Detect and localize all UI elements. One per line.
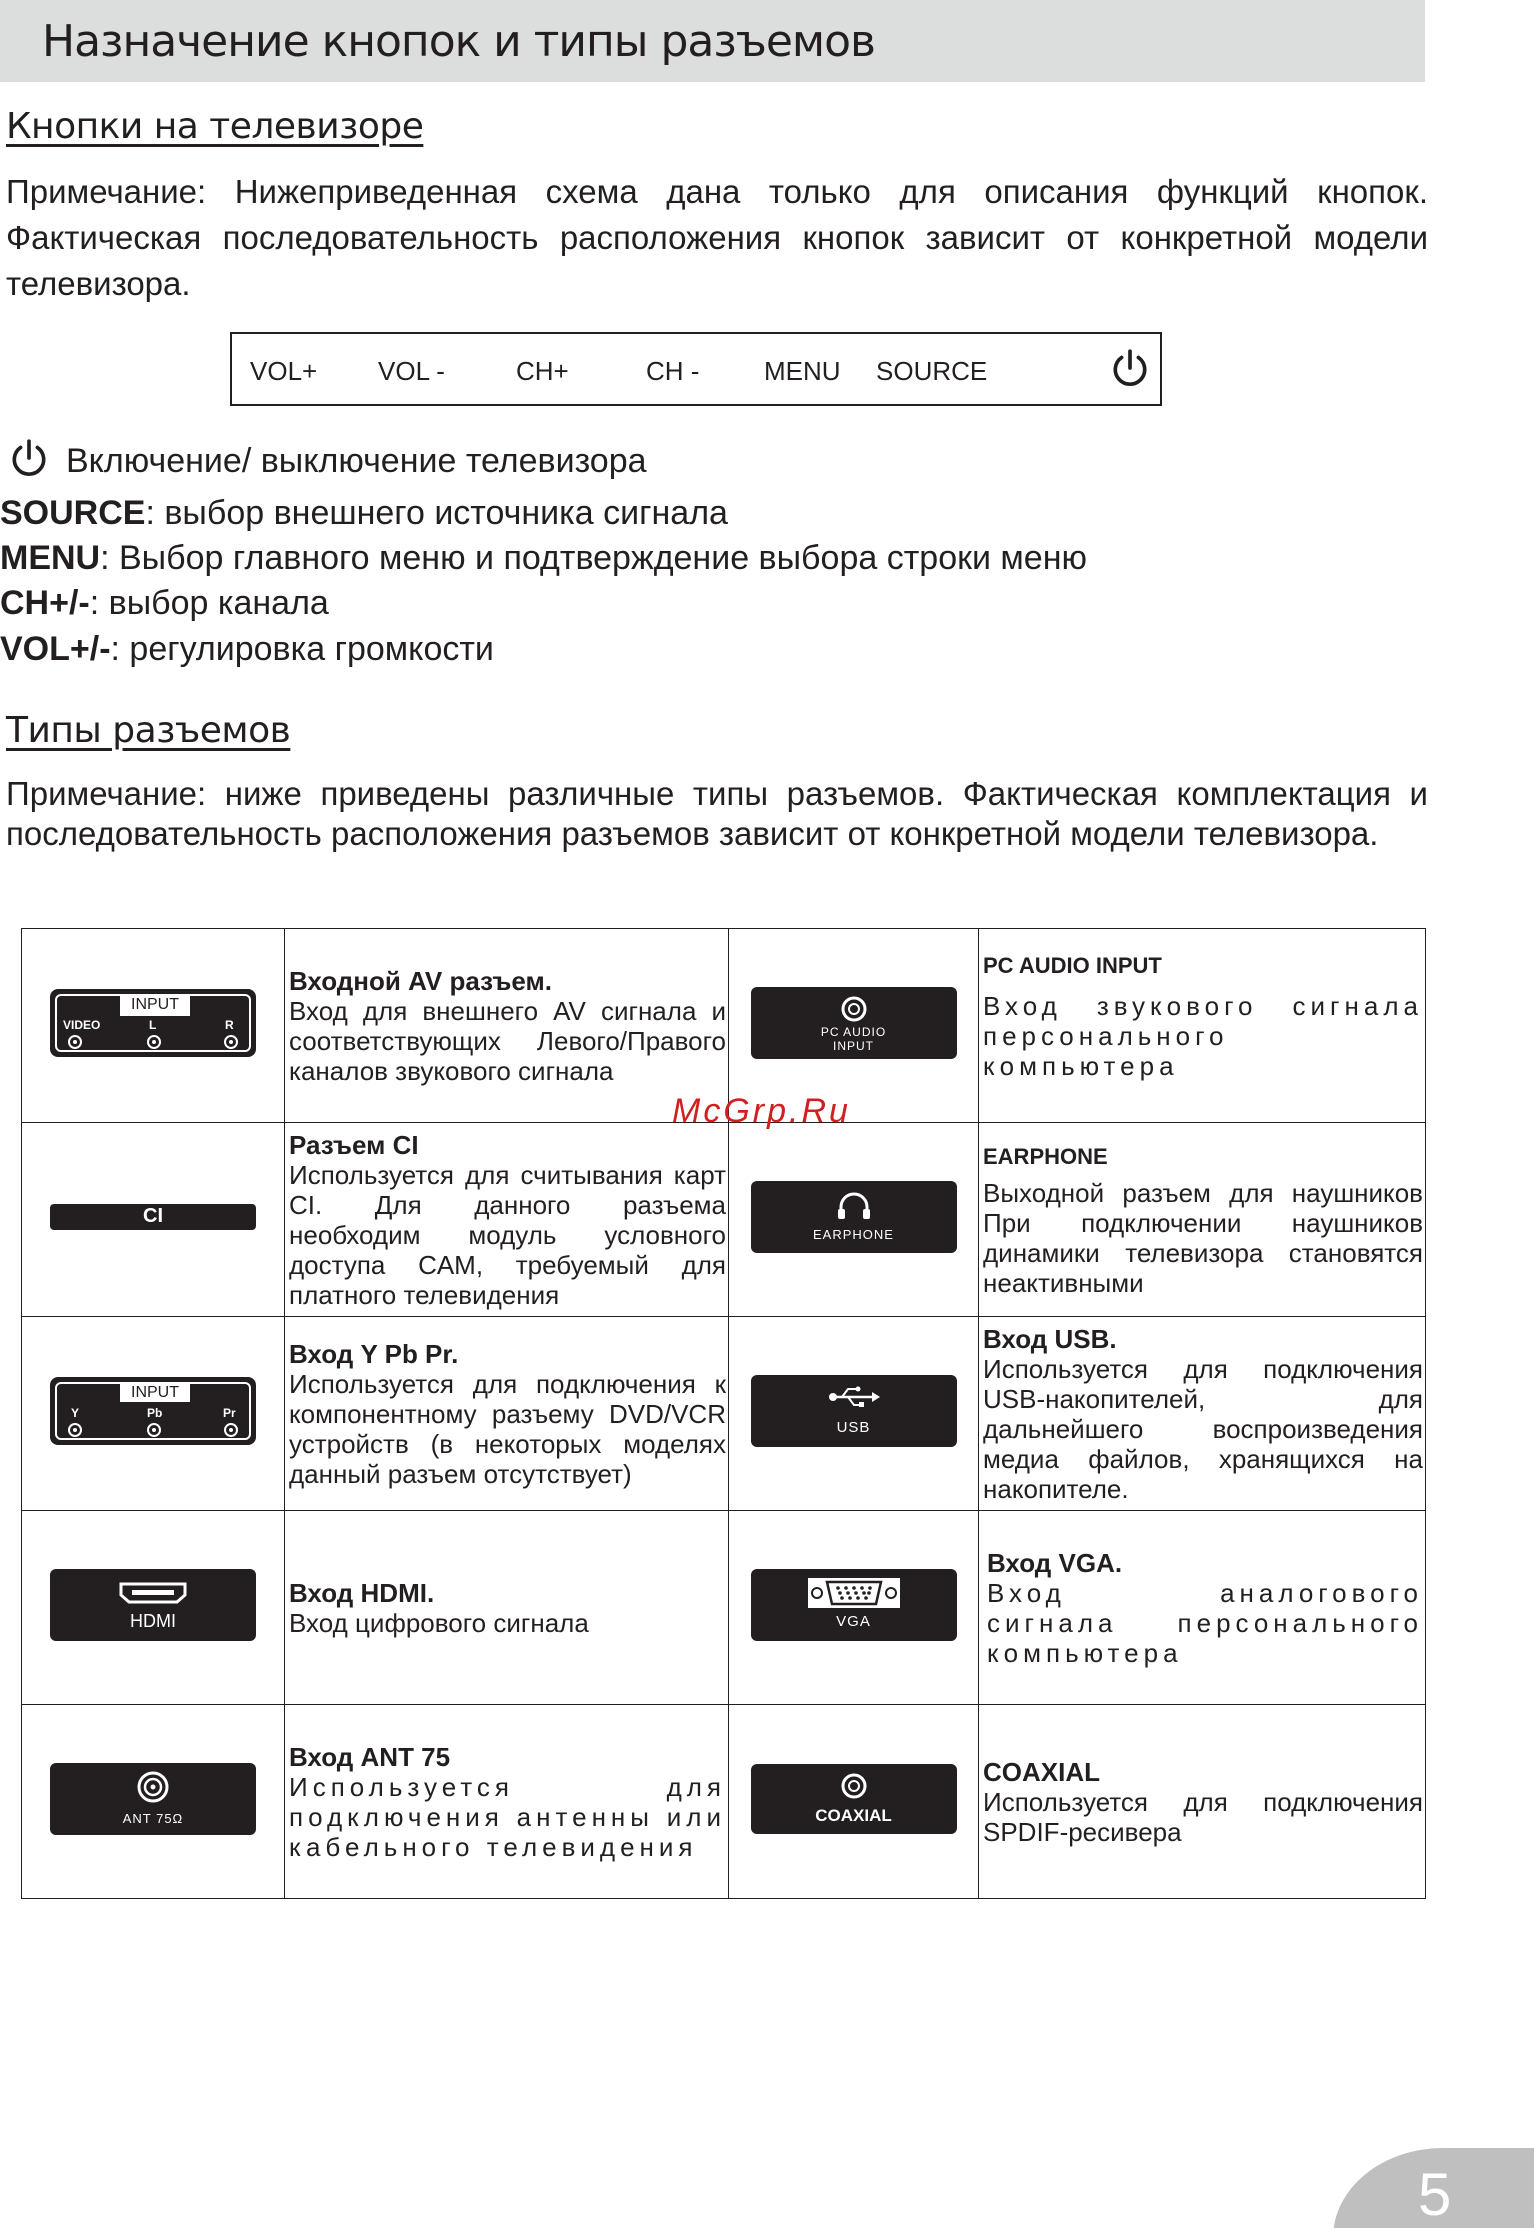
strip-label-ch-up: CH+	[516, 356, 569, 386]
usb-text: Используется для подключения USB-накопителей, для дальнейшего воспроизведения медиа файлов, хранящихся на накопителе.	[983, 1353, 1423, 1504]
antenna-port-icon	[50, 1763, 256, 1835]
connectors-heading: Типы разъемов	[6, 710, 291, 751]
earphone-title: EARPHONE	[983, 1143, 1108, 1169]
ypbpr-input-icon	[50, 1377, 256, 1445]
source-description	[0, 490, 728, 536]
ch-description	[0, 580, 329, 626]
av-text: Вход для внешнего AV сигнала и соответствующих Левого/Правого каналов звукового сигнала	[289, 995, 726, 1086]
coaxial-title: COAXIAL	[983, 1756, 1100, 1787]
vga-title: Вход VGA.	[987, 1547, 1123, 1578]
buttons-note: Примечание: Нижеприведенная схема дана только для описания функций кнопок. Фактическая последовательность расположения кнопок зависит от конкретной модели телевизора.	[6, 173, 1428, 302]
ypbpr-jacks-icon	[57, 1420, 253, 1440]
buttons-heading: Кнопки на телевизоре	[6, 106, 424, 147]
headphones-icon	[836, 1191, 872, 1221]
ypbpr-y-label: Y	[71, 1406, 80, 1420]
power-description: Включение/ выключение телевизора	[66, 442, 647, 480]
connector-icon-cell	[22, 1123, 285, 1317]
vga-text: Вход аналогового сигнала персонального компьютера	[987, 1577, 1423, 1668]
earphone-label: EARPHONE	[813, 1227, 894, 1242]
av-video-label: VIDEO	[63, 1018, 101, 1032]
connector-icon-cell	[22, 1317, 285, 1511]
ci-title: Разъем CI	[289, 1129, 419, 1160]
hdmi-shape-icon	[118, 1581, 188, 1605]
connector-icon-cell	[729, 1123, 979, 1317]
av-input-icon	[50, 989, 256, 1057]
strip-label-vol-down: VOL -	[378, 356, 445, 386]
vga-port-icon	[751, 1569, 957, 1641]
table-row	[22, 1705, 1426, 1899]
connector-text-cell	[979, 1705, 1426, 1899]
coaxial-port-icon	[751, 1764, 957, 1834]
connector-icon-cell	[22, 929, 285, 1123]
connector-text-cell	[285, 1705, 729, 1899]
connector-icon-cell	[729, 1511, 979, 1705]
audio-jack-icon	[840, 995, 868, 1023]
av-input-top: INPUT	[120, 996, 190, 1016]
connector-text-cell	[979, 1317, 1426, 1511]
power-icon	[8, 438, 50, 480]
hdmi-text: Вход цифрового сигнала	[289, 1607, 589, 1638]
connector-icon-cell	[729, 1317, 979, 1511]
vol-text: : регулировка громкости	[110, 630, 494, 668]
connector-text-cell	[285, 929, 729, 1123]
connector-text-cell	[285, 1123, 729, 1317]
hdmi-title: Вход HDMI.	[289, 1577, 435, 1608]
power-icon	[1109, 348, 1151, 390]
vga-label: VGA	[836, 1613, 871, 1630]
av-r-label: R	[225, 1018, 234, 1032]
table-row	[22, 1123, 1426, 1317]
connector-text-cell	[979, 1511, 1426, 1705]
table-row	[22, 1317, 1426, 1511]
ch-text: : выбор канала	[89, 584, 329, 622]
pc-audio-label2: INPUT	[833, 1039, 874, 1053]
pc-audio-title: PC AUDIO INPUT	[983, 953, 1162, 978]
source-key: SOURCE	[0, 494, 146, 532]
pc-audio-text: Вход звукового сигнала персонального компьютера	[983, 991, 1423, 1081]
connectors-table	[21, 928, 1426, 1899]
vol-description	[0, 626, 494, 672]
strip-label-menu: MENU	[764, 356, 841, 386]
watermark: McGrp.Ru	[672, 1092, 851, 1130]
strip-label-ch-down: CH -	[646, 356, 700, 386]
ypbpr-input-top: INPUT	[120, 1384, 190, 1402]
ci-label: CI	[143, 1205, 163, 1227]
av-title: Входной AV разъем.	[289, 965, 552, 996]
ant-title: Вход ANT 75	[289, 1741, 451, 1772]
page-title: Назначение кнопок и типы разъемов	[42, 16, 875, 67]
menu-description	[0, 535, 1087, 581]
hdmi-label: HDMI	[130, 1611, 176, 1631]
usb-label: USB	[836, 1419, 871, 1436]
hdmi-port-icon	[50, 1569, 256, 1641]
vol-key: VOL+/-	[0, 630, 111, 668]
menu-text: : Выбор главного меню и подтверждение выбора строки меню	[100, 539, 1087, 577]
connector-icon-cell	[22, 1705, 285, 1899]
strip-label-source: SOURCE	[876, 356, 988, 386]
ypbpr-pr-label: Pr	[223, 1406, 236, 1420]
menu-key: MENU	[0, 539, 101, 577]
connectors-note: Примечание: ниже приведены различные типы разъемов. Фактическая комплектация и последовательность расположения разъемов зависит от конкретной модели телевизора.	[6, 775, 1428, 852]
coax-jack-icon	[135, 1769, 171, 1805]
ant-text: Используется для подключения антенны или кабельного телевидения	[289, 1771, 726, 1862]
pc-audio-label1: PC AUDIO	[820, 1025, 887, 1039]
connector-text-cell	[285, 1317, 729, 1511]
ypbpr-text: Используется для подключения к компонентному разъему DVD/VCR устройств (в некоторых моделях данный разъем отсутствует)	[289, 1368, 726, 1489]
vga-shape-icon	[807, 1577, 901, 1609]
ant-label: ANT 75Ω	[122, 1811, 184, 1826]
usb-title: Вход USB.	[983, 1323, 1117, 1354]
connector-text-cell	[979, 929, 1426, 1123]
ch-key: CH+/-	[0, 584, 90, 622]
tv-button-strip	[230, 332, 1162, 406]
connector-icon-cell	[22, 1511, 285, 1705]
earphone-text: Выходной разъем для наушников При подключении наушников динамики телевизора становятся неактивными	[983, 1177, 1423, 1298]
coaxial-text: Используется для подключения SPDIF-ресивера	[983, 1786, 1423, 1847]
av-l-label: L	[149, 1018, 157, 1032]
rca-jack-icon	[840, 1772, 868, 1800]
connector-text-cell	[285, 1511, 729, 1705]
coaxial-label: COAXIAL	[815, 1806, 892, 1825]
ypbpr-pb-label: Pb	[147, 1406, 163, 1420]
usb-port-icon	[751, 1375, 957, 1447]
connector-icon-cell	[729, 1705, 979, 1899]
source-text: : выбор внешнего источника сигнала	[145, 494, 728, 532]
av-jacks-icon	[57, 1032, 253, 1052]
ypbpr-title: Вход Y Pb Pr.	[289, 1338, 459, 1369]
strip-label-vol-up: VOL+	[250, 356, 318, 386]
ci-icon	[50, 1204, 256, 1230]
page-number: 5	[1418, 2161, 1452, 2228]
pc-audio-icon	[751, 987, 957, 1059]
connector-text-cell	[979, 1123, 1426, 1317]
usb-symbol-icon	[828, 1385, 880, 1409]
earphone-icon	[751, 1181, 957, 1253]
ci-text: Используется для считывания карт CI. Для данного разъема необходим модуль условного доступа CAM, требуемый для платного телевидения	[289, 1159, 726, 1310]
table-row	[22, 1511, 1426, 1705]
